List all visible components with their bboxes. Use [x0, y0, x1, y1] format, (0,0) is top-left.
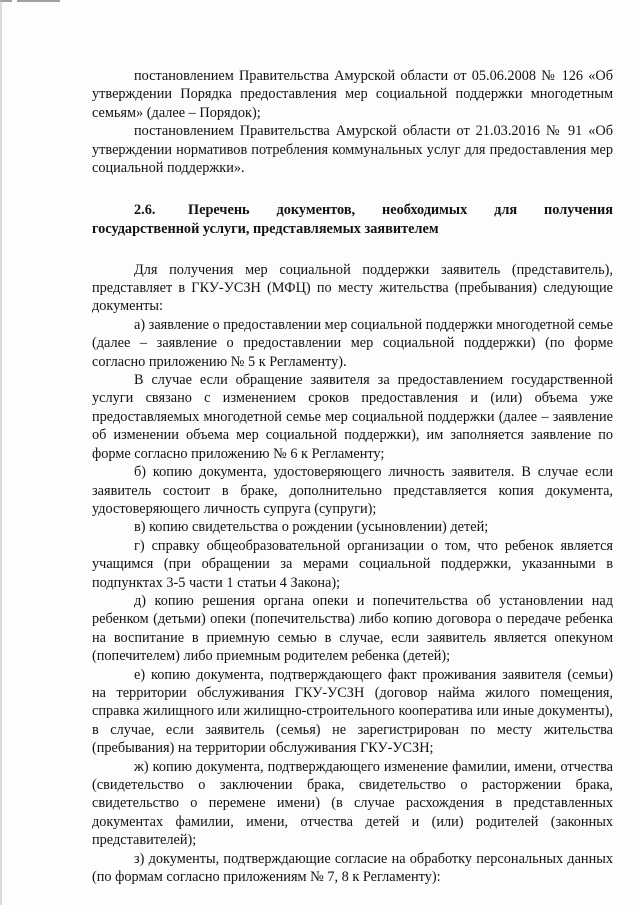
- paragraph-decree-126: постановлением Правительства Амурской области от 05.06.2008 № 126 «Об утверждении Порядка предоставления мер социальной поддержки многодетным семьям» (далее – Порядок);: [92, 68, 613, 121]
- document-page: [92, 67, 613, 886]
- paragraph-decree-91: постановлением Правительства Амурской области от 21.03.2016 № 91 «Об утверждении нормативов потребления коммунальных услуг для предоставления мер социальной поддержки».: [92, 123, 613, 177]
- section-number: 2.6.: [134, 202, 156, 219]
- scan-edge-left: [0, 0, 2, 905]
- paragraph-item-a: а) заявление о предоставлении мер социальной поддержки многодетной семье (далее – заявление о предоставлении мер социальной поддержки) (по форме согласно приложению № 5 к Регламенту).: [92, 316, 613, 370]
- paragraph-item-e: е) копию документа, подтверждающего факт проживания заявителя (семьи) на территории обслуживания ГКУ-УСЗН (договор найма жилого помещения, справка жилищного или жилищно-строительного кооператива или иные документы), в случае, если заявитель (семья) не зарегистрирован по месту жительства (пребывания) на территории обслуживания ГКУ-УСЗН;: [92, 666, 613, 757]
- paragraph-item-v: в) копию свидетельства о рождении (усыновлении) детей;: [134, 519, 489, 536]
- scan-edge-top: [0, 0, 60, 2]
- paragraph-change-case: В случае если обращение заявителя за предоставлением государственной услуги связано с изменением сроков предоставления и (или) объема уже предоставляемых многодетной семье мер социальной поддержки (далее – заявление об изменении объема мер социальной поддержки), им заполняется заявление по форме согласно приложению № 6 к Регламенту;: [92, 372, 613, 462]
- paragraph-item-z: з) документы, подтверждающие согласие на обработку персональных данных (по формам согласно приложениям № 7, 8 к Регламенту):: [92, 850, 613, 886]
- paragraph-item-d: д) копию решения органа опеки и попечительства об установлении над ребенком (детьми) опеки (попечительства) либо копию договора о передаче ребенка на воспитание в приемную семью в случае, если заявитель является опекуном (попечителем) либо приемным родителем ребенка (детей);: [92, 592, 613, 665]
- paragraph-intro: Для получения мер социальной поддержки заявитель (представитель), представляет в ГКУ-УСЗН (МФЦ) по месту жительства (пребывания) следующие документы:: [92, 261, 613, 315]
- section-heading: [92, 201, 613, 238]
- paragraph-item-b: б) копию документа, удостоверяющего личность заявителя. В случае если заявитель состоит в браке, дополнительно представляется копия документа, удостоверяющего личность супруга (супруги);: [92, 464, 613, 517]
- paragraph-item-zh: ж) копию документа, подтверждающего изменение фамилии, имени, отчества (свидетельство о заключении брака, свидетельство о расторжении брака, свидетельство о перемене имени) (в случае расхождения в представленных документах фамилии, имени, отчества детей и (или) родителей (законных представителей);: [92, 758, 613, 849]
- section-title: Перечень документов, необходимых для получения государственной услуги, представляемых заявителем: [92, 202, 613, 238]
- paragraph-item-g: г) справку общеобразовательной организации о том, что ребенок является учащимся (при обращении за мерами социальной поддержки, указанными в подпунктах 3-5 части 1 статьи 4 Закона);: [92, 537, 613, 591]
